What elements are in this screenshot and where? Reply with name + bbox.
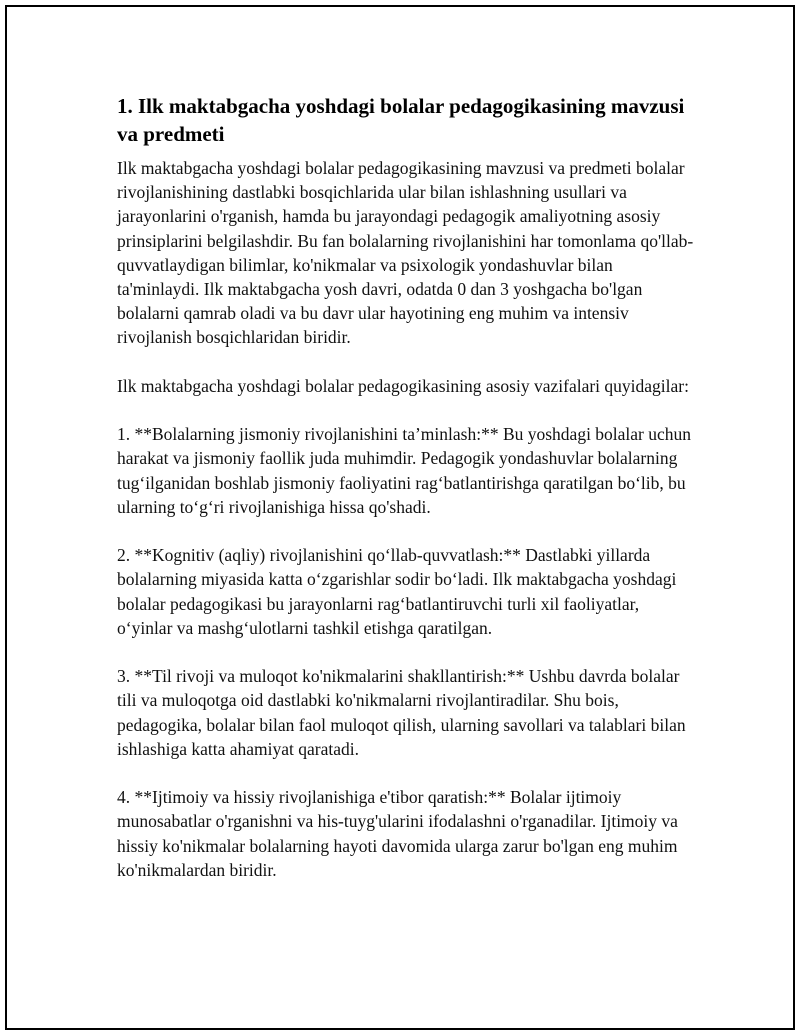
paragraph-spacer [117, 761, 697, 785]
paragraph-spacer [117, 519, 697, 543]
task-item-2: 2. **Kognitiv (aqliy) rivojlanishini qo‘llab-quvvatlash:** Dastlabki yillarda bolalarning miyasida katta o‘zgarishlar sodir bo‘ladi. Ilk maktabgacha yoshdagi bolalar pedagogikasi bu jarayonlarni rag‘batlantiruvchi turli xil faoliyatlar, o‘yinlar va mashg‘ulotlarni tashkil etishga qaratilgan. [117, 545, 677, 638]
task-item-4: 4. **Ijtimoiy va hissiy rivojlanishiga e'tibor qaratish:** Bolalar ijtimoiy munosabatlar o'rganishni va his-tuyg'ularini ifodalashni o'rganadilar. Ijtimoiy va hissiy ko'nikmalar bolalarning hayoti davomida ularga zarur bo'lgan eng muhim ko'nikmalardan biridir. [117, 787, 678, 880]
paragraph-spacer [117, 398, 697, 422]
tasks-lead-paragraph: Ilk maktabgacha yoshdagi bolalar pedagogikasining asosiy vazifalari quyidagilar: [117, 375, 689, 396]
task-item-1: 1. **Bolalarning jismoniy rivojlanishini ta’minlash:** Bu yoshdagi bolalar uchun harakat va jismoniy faollik juda muhimdir. Pedagogik yondashuvlar bolalarning tug‘ilganidan boshlab jismoniy faoliyatini rag‘batlantirishga qaratilgan bo‘lib, bu ularning to‘g‘ri rivojlanishiga hissa qo'shadi. [117, 424, 692, 517]
paragraph-spacer [117, 640, 697, 664]
paragraph-spacer [117, 350, 697, 374]
intro-paragraph: Ilk maktabgacha yoshdagi bolalar pedagogikasining mavzusi va predmeti bolalar rivojlanishining dastlabki bosqichlarida ular bilan ishlashning usullari va jarayonlarini o'rganish, hamda bu jarayondagi pedagogik amaliyotning asosiy prinsiplarini belgilashdir. Bu fan bolalarning rivojlanishini har tomonlama qo'llab-quvvatlaydigan bilimlar, ko'nikmalar va psixologik yondashuvlar bilan ta'minlaydi. Ilk maktabgacha yosh davri, odatda 0 dan 3 yoshgacha bo'lgan bolalarni qamrab oladi va bu davr ular hayotining eng muhim va intensiv rivojlanish bosqichlaridan biridir. [117, 158, 694, 348]
document-body [117, 92, 697, 882]
task-item-3: 3. **Til rivoji va muloqot ko'nikmalarini shakllantirish:** Ushbu davrda bolalar tili va muloqotga oid dastlabki ko'nikmalarni rivojlantiradilar. Shu bois, pedagogika, bolalar bilan faol muloqot qilish, ularning savollari va talablari bilan ishlashiga katta ahamiyat qaratadi. [117, 666, 686, 759]
section-heading: 1. Ilk maktabgacha yoshdagi bolalar pedagogikasining mavzusi va predmeti [117, 94, 685, 146]
